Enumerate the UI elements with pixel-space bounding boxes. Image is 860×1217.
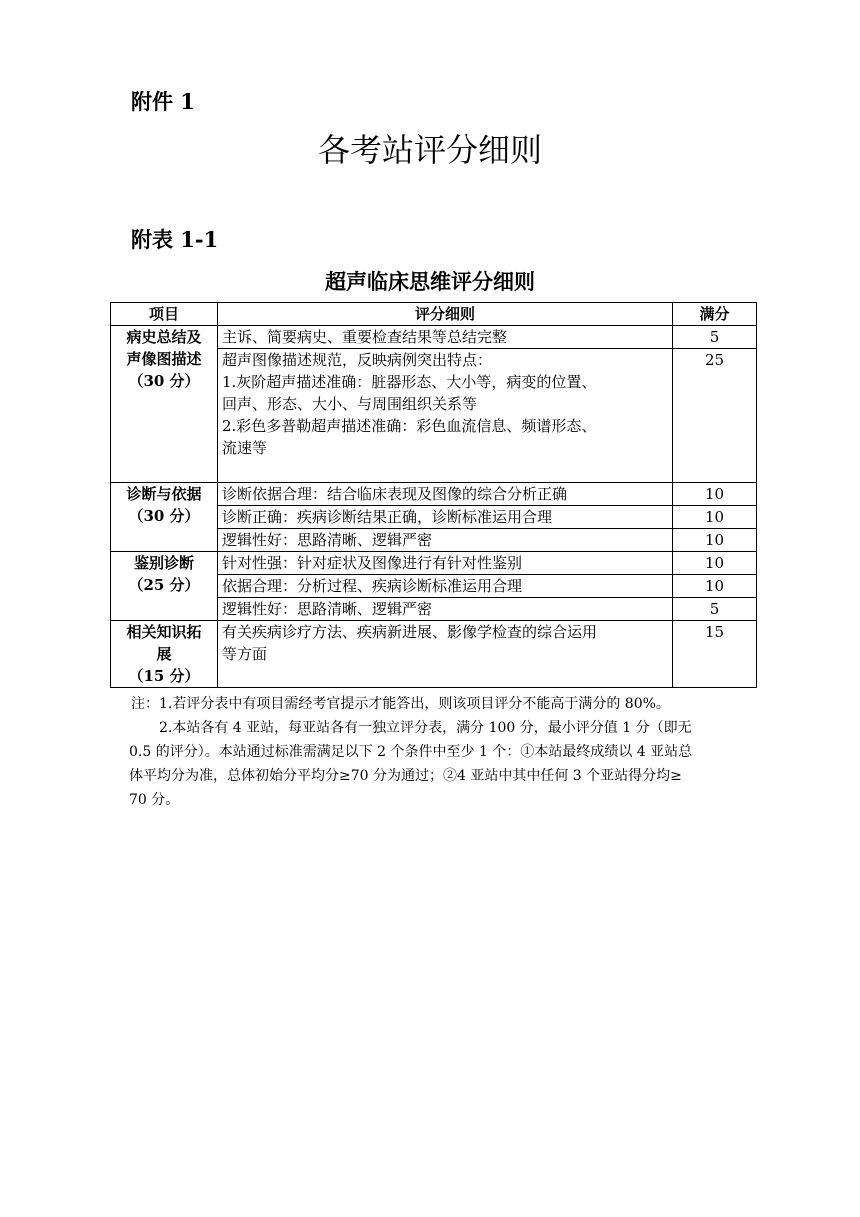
detail-cell xyxy=(218,349,673,483)
detail-line: 有关疾病诊疗方法、疾病新进展、影像学检查的综合运用 xyxy=(222,623,598,641)
column-header-score: 满分 xyxy=(673,303,757,326)
item-line: （30 分） xyxy=(128,507,200,525)
table-notes xyxy=(131,692,731,812)
column-header-item: 项目 xyxy=(111,303,218,326)
table-row xyxy=(111,483,757,506)
note-1: 注：1.若评分表中有项目需经考官提示才能答出，则该项目评分不能高于满分的 80%。 xyxy=(131,696,670,712)
detail-line: 逻辑性好：思路清晰、逻辑严密 xyxy=(222,600,433,618)
item-line: 病史总结及 xyxy=(126,328,202,346)
item-cell xyxy=(111,552,218,621)
detail-line: 逻辑性好：思路清晰、逻辑严密 xyxy=(222,531,433,549)
table-title: 超声临床思维评分细则 xyxy=(325,269,535,294)
attachment-label: 附件 1 xyxy=(131,89,195,114)
document-title: 各考站评分细则 xyxy=(317,131,542,169)
score-cell: 25 xyxy=(673,349,757,483)
score-cell: 10 xyxy=(673,575,757,598)
scoring-table xyxy=(110,302,757,688)
detail-cell xyxy=(218,483,673,506)
detail-cell xyxy=(218,326,673,349)
note-2-line: 70 分。 xyxy=(129,792,180,808)
score-cell: 5 xyxy=(673,598,757,621)
detail-cell xyxy=(218,529,673,552)
item-cell xyxy=(111,483,218,552)
detail-line: 2.彩色多普勒超声描述准确：彩色血流信息、频谱形态、 xyxy=(222,417,597,435)
detail-cell xyxy=(218,598,673,621)
detail-line: 主诉、简要病史、重要检查结果等总结完整 xyxy=(222,328,508,346)
detail-line: 超声图像描述规范，反映病例突出特点： xyxy=(222,351,493,369)
table-row xyxy=(111,326,757,349)
item-line: 展 xyxy=(156,645,172,663)
score-cell: 10 xyxy=(673,483,757,506)
item-line: 诊断与依据 xyxy=(126,485,202,503)
item-cell xyxy=(111,621,218,688)
item-cell xyxy=(111,326,218,483)
item-line: （30 分） xyxy=(128,372,200,390)
detail-line: 诊断依据合理：结合临床表现及图像的综合分析正确 xyxy=(222,485,568,503)
detail-line: 诊断正确：疾病诊断结果正确，诊断标准运用合理 xyxy=(222,508,553,526)
detail-line: 回声、形态、大小、与周围组织关系等 xyxy=(222,395,478,413)
detail-cell xyxy=(218,575,673,598)
table-row xyxy=(111,621,757,688)
detail-line: 1.灰阶超声描述准确：脏器形态、大小等，病变的位置、 xyxy=(222,373,597,391)
score-cell: 10 xyxy=(673,529,757,552)
score-cell: 10 xyxy=(673,506,757,529)
note-2-line: 0.5 的评分）。本站通过标准需满足以下 2 个条件中至少 1 个：①本站最终成绩以 4 亚站总 xyxy=(129,744,693,760)
score-cell: 15 xyxy=(673,621,757,688)
table-row xyxy=(111,552,757,575)
score-cell: 5 xyxy=(673,326,757,349)
score-cell: 10 xyxy=(673,552,757,575)
detail-line: 流速等 xyxy=(222,439,268,457)
item-line: （15 分） xyxy=(128,667,200,685)
note-2-line: 体平均分为准，总体初始分平均分≥70 分为通过；②4 亚站中其中任何 3 个亚站得分均≥ xyxy=(129,768,682,784)
detail-cell xyxy=(218,552,673,575)
item-line: （25 分） xyxy=(128,576,200,594)
detail-line: 针对性强：针对症状及图像进行有针对性鉴别 xyxy=(222,554,523,572)
table-label: 附表 1-1 xyxy=(131,227,219,252)
detail-line: 依据合理：分析过程、疾病诊断标准运用合理 xyxy=(222,577,523,595)
detail-cell xyxy=(218,621,673,688)
detail-line: 等方面 xyxy=(222,645,268,663)
column-header-detail: 评分细则 xyxy=(218,303,673,326)
detail-cell xyxy=(218,506,673,529)
table-header-row xyxy=(111,303,757,326)
note-2-line: 2.本站各有 4 亚站，每亚站各有一独立评分表，满分 100 分，最小评分值 1 分（即无 xyxy=(159,720,692,736)
item-line: 声像图描述 xyxy=(126,350,202,368)
item-line: 鉴别诊断 xyxy=(133,554,194,572)
item-line: 相关知识拓 xyxy=(126,623,202,641)
